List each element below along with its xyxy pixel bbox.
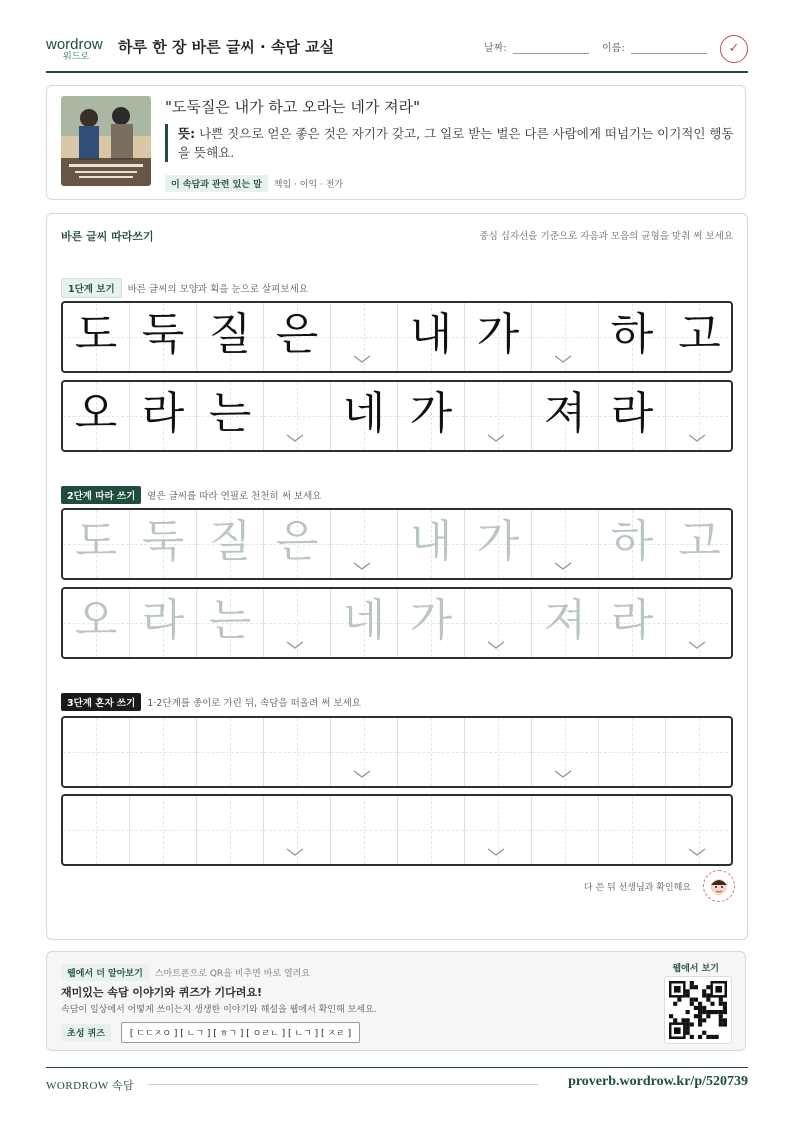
grid-cell <box>63 303 130 371</box>
web-description: 속담이 일상에서 어떻게 쓰이는지 생생한 이야기와 해설을 웹에서 확인해 보세요. <box>61 1005 377 1015</box>
related-tag: 이 속담과 관련 있는 말 <box>165 175 268 192</box>
grid-cell[interactable] <box>465 510 532 578</box>
section-title: 바른 글씨 따라쓰기 <box>61 230 154 243</box>
grid-cell <box>197 382 264 450</box>
practice-char: 라 <box>141 595 185 646</box>
proverb-text: "도둑질은 내가 하고 오라는 네가 져라" <box>165 98 420 116</box>
grid-cell <box>264 303 331 371</box>
grid-cell[interactable] <box>331 589 398 657</box>
grid-cell[interactable] <box>599 718 666 786</box>
practice-char: 는 <box>208 595 252 646</box>
practice-char: 져 <box>543 595 587 646</box>
space-mark-icon <box>286 641 304 649</box>
space-mark-icon <box>487 641 505 649</box>
grid-cell[interactable] <box>264 718 331 786</box>
quiz-answer-box: [ ㄷㄷㅈㅇ ] [ ㄴㄱ ] [ ㅎㄱ ] [ ㅇㄹㄴ ] [ ㄴㄱ ] [ ㅈㄹ ] <box>121 1022 360 1043</box>
grid-cell[interactable] <box>264 589 331 657</box>
grid-cell <box>532 382 599 450</box>
grid-cell[interactable] <box>398 589 465 657</box>
space-mark-icon <box>353 355 371 363</box>
grid-cell[interactable] <box>465 718 532 786</box>
step3-header: 3단계 혼자 쓰기 1·2단계를 종이로 가린 뒤, 속담을 떠올려 써 보세요 <box>61 693 361 711</box>
grid-cell[interactable] <box>63 718 130 786</box>
name-field[interactable]: 이름: <box>602 39 707 54</box>
web-headline: 재미있는 속담 이야기와 퀴즈가 기다려요! <box>61 986 262 999</box>
grid-cell <box>465 382 532 450</box>
grid-cell[interactable] <box>264 796 331 864</box>
grid-cell <box>666 303 733 371</box>
grid-cell[interactable] <box>398 510 465 578</box>
practice-char: 은 <box>275 516 319 567</box>
grid-cell[interactable] <box>331 510 398 578</box>
teacher-check-note: 다 쓴 뒤 선생님과 확인해요 <box>583 883 691 893</box>
grid-cell <box>63 382 130 450</box>
practice-char: 내 <box>409 516 453 567</box>
check-stamp-icon: ✓ <box>720 35 748 63</box>
grid-cell <box>130 303 197 371</box>
space-mark-icon <box>286 848 304 856</box>
practice-char: 하 <box>610 309 654 360</box>
wordrow-logo: wordrow 워드로 <box>46 36 103 61</box>
space-mark-icon <box>353 562 371 570</box>
space-mark-icon <box>286 434 304 442</box>
practice-char: 네 <box>342 595 386 646</box>
footer-brand: WORDROW 속담 <box>46 1080 135 1092</box>
grid-cell[interactable] <box>398 796 465 864</box>
practice-char: 도 <box>74 309 118 360</box>
grid-cell <box>398 303 465 371</box>
grid-cell[interactable] <box>197 510 264 578</box>
section-note: 중심 십자선을 기준으로 자음과 모음의 균형을 맞춰 써 보세요 <box>479 231 733 242</box>
grid-cell <box>599 303 666 371</box>
practice-char: 질 <box>208 516 252 567</box>
grid-cell[interactable] <box>63 589 130 657</box>
proverb-illustration <box>61 96 151 186</box>
grid-cell[interactable] <box>666 589 733 657</box>
space-mark-icon <box>353 770 371 778</box>
grid-cell[interactable] <box>197 796 264 864</box>
space-mark-icon <box>554 770 572 778</box>
practice-char: 라 <box>610 388 654 439</box>
step1-header: 1단계 보기 바른 글씨의 모양과 획을 눈으로 살펴보세요 <box>61 278 308 298</box>
practice-char: 도 <box>74 516 118 567</box>
practice-char: 둑 <box>141 516 185 567</box>
header-divider <box>46 71 748 73</box>
grid-cell[interactable] <box>63 796 130 864</box>
practice-char: 고 <box>678 309 721 360</box>
practice-char: 가 <box>476 309 520 360</box>
grid-cell <box>398 382 465 450</box>
practice-char: 가 <box>476 516 520 567</box>
grid-cell[interactable] <box>264 510 331 578</box>
grid-cell <box>331 303 398 371</box>
proverb-card <box>46 85 746 200</box>
grid-cell <box>599 382 666 450</box>
practice-char: 오 <box>74 388 118 439</box>
space-mark-icon <box>487 434 505 442</box>
practice-section <box>46 213 748 940</box>
grid-cell[interactable] <box>130 718 197 786</box>
proverb-meaning: 뜻: 나쁜 짓으로 얻은 좋은 것은 자기가 갖고, 그 일로 받는 벌은 다른 사람에게 떠넘기는 이기적인 행동을 뜻해요. <box>165 124 738 162</box>
grid-cell <box>197 303 264 371</box>
grid-cell <box>331 382 398 450</box>
grid-cell[interactable] <box>666 510 733 578</box>
grid-cell[interactable] <box>599 589 666 657</box>
space-mark-icon <box>487 848 505 856</box>
grid-cell[interactable] <box>599 510 666 578</box>
page-title: 하루 한 장 바른 글씨 · 속담 교실 <box>118 38 335 56</box>
grid-cell[interactable] <box>130 796 197 864</box>
step2-row-2[interactable] <box>61 587 733 659</box>
chosung-quiz: 초성 퀴즈 [ ㄷㄷㅈㅇ ] [ ㄴㄱ ] [ ㅎㄱ ] [ ㅇㄹㄴ ] [ ㄴㄱ ] [ ㅈㄹ ] <box>61 1022 360 1043</box>
grid-cell[interactable] <box>465 589 532 657</box>
web-badge: 웹에서 더 알아보기 <box>61 964 149 981</box>
practice-char: 네 <box>342 388 386 439</box>
practice-char: 은 <box>275 309 319 360</box>
teacher-face-icon <box>703 870 735 902</box>
grid-cell[interactable] <box>666 718 733 786</box>
grid-cell <box>532 303 599 371</box>
grid-cell[interactable] <box>197 589 264 657</box>
date-field[interactable]: 날짜: <box>484 39 589 54</box>
grid-cell[interactable] <box>331 718 398 786</box>
grid-cell <box>666 382 733 450</box>
practice-char: 오 <box>74 595 118 646</box>
related-words: 이 속담과 관련 있는 말 책임 · 이익 · 전가 <box>165 175 343 192</box>
web-promo-box: 웹에서 더 알아보기 스마트폰으로 QR을 비추면 바로 열려요 재미있는 속담 이야기와 퀴즈가 기다려요! 속담이 일상에서 어떻게 쓰이는지 생생한 이야기와 해설을 웹에서 확인해 보세요. 초성 퀴즈 [ ㄷㄷㅈㅇ ] [ ㄴㄱ ] [ ㅎㄱ ] [ ㅇㄹㄴ ] [ ㄴㄱ ] [ ㅈㄹ ] 웹에서 보기 <box>46 951 746 1051</box>
practice-char: 져 <box>543 388 587 439</box>
grid-cell[interactable] <box>532 589 599 657</box>
grid-cell[interactable] <box>331 796 398 864</box>
practice-char: 하 <box>610 516 654 567</box>
step3-row-2[interactable] <box>61 794 733 866</box>
grid-cell[interactable] <box>398 718 465 786</box>
grid-cell[interactable] <box>532 796 599 864</box>
grid-cell[interactable] <box>599 796 666 864</box>
grid-cell[interactable] <box>197 718 264 786</box>
space-mark-icon <box>554 355 572 363</box>
practice-char: 고 <box>678 516 721 567</box>
step2-row-1[interactable] <box>61 508 733 580</box>
practice-char: 가 <box>409 388 453 439</box>
step2-header: 2단계 따라 쓰기 옅은 글씨를 따라 연필로 천천히 써 보세요 <box>61 486 321 504</box>
footer-divider <box>46 1067 748 1068</box>
practice-char: 내 <box>409 309 453 360</box>
grid-cell <box>130 382 197 450</box>
footer-line <box>148 1084 538 1085</box>
grid-cell[interactable] <box>666 796 733 864</box>
practice-char: 라 <box>610 595 654 646</box>
footer-url[interactable]: proverb.wordrow.kr/p/520739 <box>568 1074 748 1089</box>
grid-cell[interactable] <box>130 510 197 578</box>
space-mark-icon <box>688 641 706 649</box>
grid-cell[interactable] <box>532 510 599 578</box>
grid-cell[interactable] <box>532 718 599 786</box>
grid-cell[interactable] <box>130 589 197 657</box>
practice-char: 질 <box>208 309 252 360</box>
qr-code-icon[interactable] <box>664 976 732 1044</box>
grid-cell <box>465 303 532 371</box>
practice-char: 가 <box>409 595 453 646</box>
grid-cell[interactable] <box>63 510 130 578</box>
step1-row-2 <box>61 380 733 452</box>
practice-char: 둑 <box>141 309 185 360</box>
grid-cell <box>264 382 331 450</box>
practice-char: 는 <box>208 388 252 439</box>
grid-cell[interactable] <box>465 796 532 864</box>
qr-label: 웹에서 보기 <box>672 964 719 974</box>
step1-row-1 <box>61 301 733 373</box>
practice-char: 라 <box>141 388 185 439</box>
step3-row-1[interactable] <box>61 716 733 788</box>
space-mark-icon <box>688 434 706 442</box>
space-mark-icon <box>688 848 706 856</box>
page-header <box>46 32 748 72</box>
space-mark-icon <box>554 562 572 570</box>
